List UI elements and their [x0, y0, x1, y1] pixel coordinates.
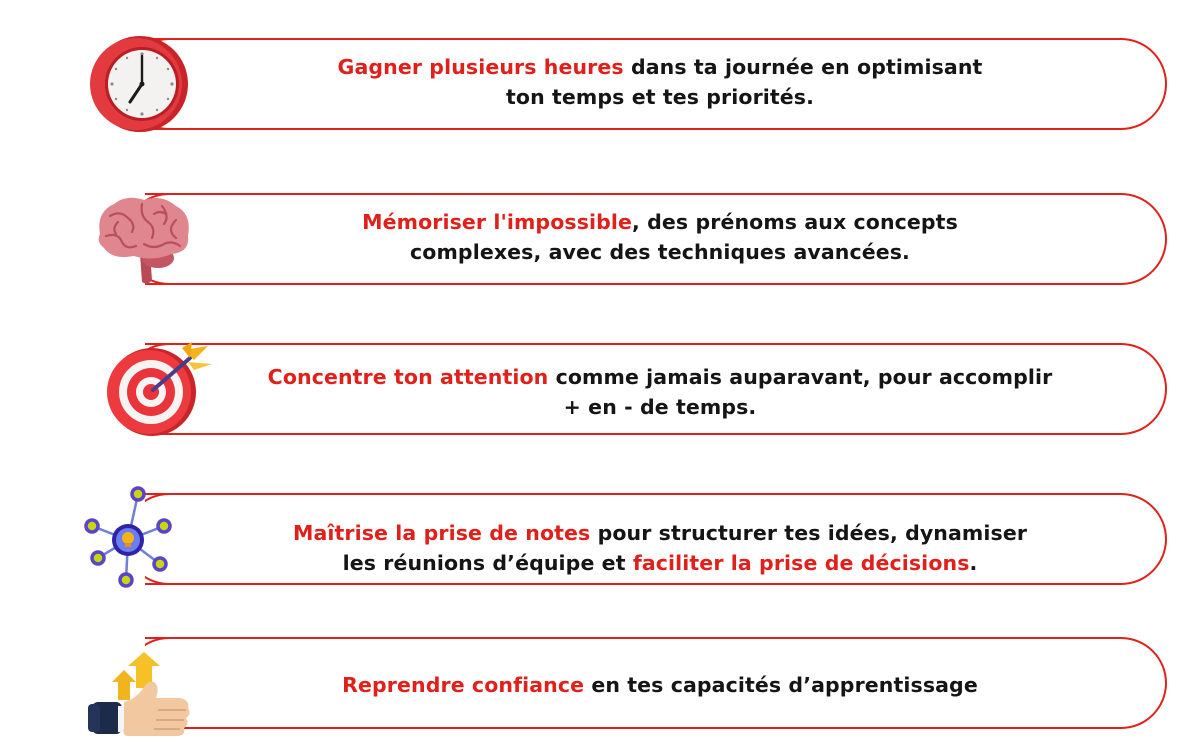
body-text: en tes capacités d’apprentissage [584, 673, 978, 697]
benefit-line [160, 237, 1160, 267]
benefit-text [160, 518, 1160, 578]
highlight-text: Maîtrise la prise de notes [292, 521, 598, 545]
body-text: + en - de temps. [563, 395, 757, 419]
benefit-line [160, 670, 1160, 700]
body-text: dans ta journée en optimisant [623, 55, 983, 79]
benefit-line [160, 548, 1160, 578]
highlight-text: faciliter la prise de décisions [632, 551, 970, 575]
benefit-line [160, 82, 1160, 112]
body-text: comme jamais auparavant, pour accomplir [548, 365, 1053, 389]
benefit-line [160, 362, 1160, 392]
benefit-line [160, 207, 1160, 237]
benefit-text [160, 52, 1160, 112]
body-text: , des prénoms aux concepts [632, 210, 958, 234]
body-text: complexes, avec des techniques avancées. [410, 240, 910, 264]
body-text: pour structurer tes idées, dynamiser [597, 521, 1028, 545]
benefit-text [160, 207, 1160, 267]
body-text: les réunions d’équipe et [342, 551, 633, 575]
highlight-text: Gagner plusieurs heures [337, 55, 624, 79]
body-text: ton temps et tes priorités. [506, 85, 814, 109]
highlight-text: Concentre ton attention [267, 365, 549, 389]
benefit-text [160, 670, 1160, 700]
highlight-text: Mémoriser l'impossible [362, 210, 633, 234]
highlight-text: Reprendre confiance [342, 673, 585, 697]
benefit-text [160, 362, 1160, 422]
benefit-line [160, 518, 1160, 548]
body-text: . [969, 551, 978, 575]
benefit-line [160, 52, 1160, 82]
benefit-line [160, 392, 1160, 422]
